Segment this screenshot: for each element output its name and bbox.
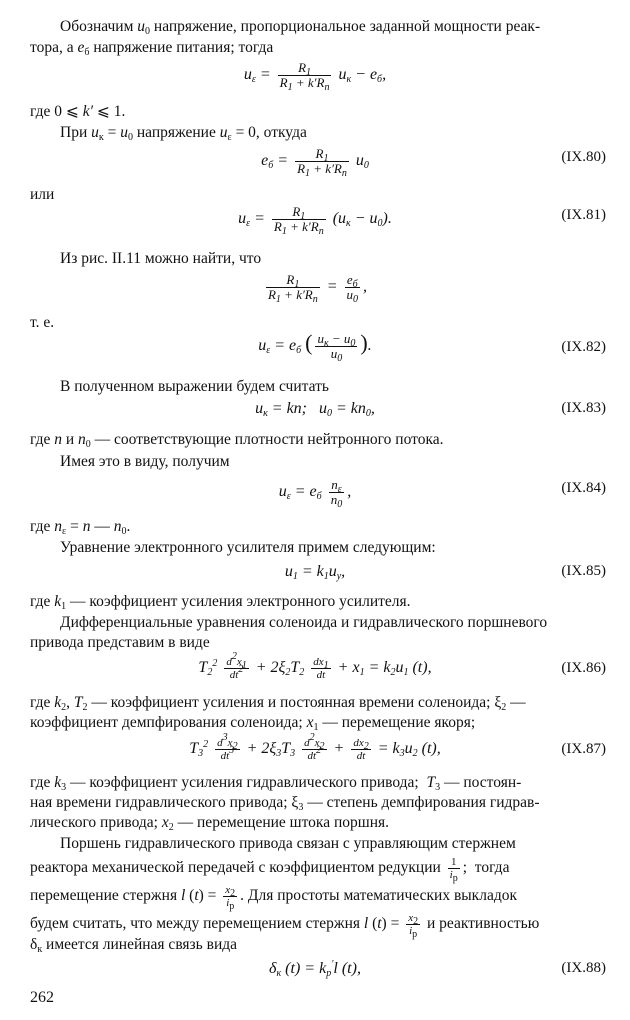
- equation-number: (IX.83): [561, 400, 606, 416]
- paragraph-line: Обозначим $u_0$ напряжение, пропорциональное заданной мощности реак-: [60, 18, 541, 37]
- paragraph-line: Поршень гидравлического привода связан с управляющим стержнем: [60, 835, 516, 852]
- equation-ratio: $\frac{R_1}{R_1 + k'R_п}$ = $\frac{e_б}{u_0}$ ,: [267, 272, 368, 305]
- paragraph-line: При $u_к = u_0$ напряжение $u_\varepsilon = 0$, откуда: [60, 124, 307, 143]
- paragraph-line: ная времени гидравлического привода; $\xi_3$ — степень демпфирования гидрав-: [30, 794, 540, 813]
- paragraph-line: где 0 ⩽ k′ ⩽ 1.: [30, 103, 126, 120]
- equation-number: (IX.80): [561, 149, 606, 165]
- paragraph-line: где $k_2$, $T_2$ — коэффициент усиления и постоянная времени соленоида; $\xi_2$ —: [30, 694, 526, 713]
- equation-ix86: $T_2^2$ $\frac{d^2x_1}{dt^2}$ + $2\xi_2T_2$ $\frac{dx_1}{dt}$ + $x_1 = k_2u_1$ (t), (IX.86): [198, 651, 606, 681]
- equation-ix84: $u_\varepsilon = e_б$ $\frac{n_\varepsilon}{n_0}$ , (IX.84): [278, 477, 606, 510]
- paragraph-line: тора, а $e_б$ напряжение питания; тогда: [30, 39, 274, 58]
- paragraph-line: где $n_\varepsilon = n$ — $n_0$.: [30, 518, 131, 537]
- equation-number: (IX.87): [561, 741, 606, 757]
- page-number: 262: [30, 989, 54, 1006]
- equation-number: (IX.84): [561, 480, 606, 496]
- equation-ix87: $T_3^2$ $\frac{d^3x_2}{dt^3}$ + $2\xi_3T_3$ $\frac{d^2x_2}{dt^2}$ + $\frac{dx_2}{dt}$ = $k_3u_2$ (t), (IX.87): [189, 732, 606, 762]
- equation-number: (IX.81): [561, 207, 606, 223]
- equation-ix81: $u_\varepsilon$ = $\frac{R_1}{R_1 + k'R_п}$ $(u_к - u_0)$. (IX.81): [238, 204, 606, 237]
- paragraph-line: будем считать, что между перемещением стержня l (t) = $\frac{x_2}{i_р}$ и реактивностью: [30, 912, 540, 940]
- fraction: $\frac{R_1}{R_1 + k'R_п}$: [279, 60, 330, 93]
- paragraph-line: лического привода; $x_2$ — перемещение штока поршня.: [30, 814, 390, 833]
- paragraph-line: где n и $n_0$ — соответствующие плотности нейтронного потока.: [30, 431, 444, 450]
- equation-number: (IX.85): [561, 563, 606, 579]
- paragraph-line: реактора механической передачей с коэффициентом редукции $\frac{1}{i_р}$ ; тогда: [30, 856, 510, 884]
- paragraph-line: привода представим в виде: [30, 634, 210, 651]
- paragraph-line: Дифференциальные уравнения соленоида и гидравлического поршневого: [60, 614, 548, 631]
- equation-ix88: $\delta_к$ $(t) = k_р'l$ (t), (IX.88): [269, 959, 606, 979]
- equation-number: (IX.86): [561, 660, 606, 676]
- paragraph-line: $\delta_к$ имеется линейная связь вида: [30, 936, 238, 955]
- equation-main: $u_\varepsilon$ = $\frac{R_1}{R_1 + k'R_п}$ $u_к - e_б$,: [243, 60, 387, 93]
- equation-number: (IX.82): [561, 339, 606, 355]
- paragraph-line: или: [30, 186, 55, 203]
- paragraph-line: Имея это в виду, получим: [60, 453, 230, 470]
- equation-number: (IX.88): [561, 960, 606, 976]
- paragraph-line: т. е.: [30, 314, 55, 331]
- equation-ix82: $u_\varepsilon = e_б$ ( $\frac{u_к - u_0}{u_0}$ ). (IX.82): [258, 330, 606, 364]
- equation-ix83: $u_к$ = kn; $u_0 = kn_0$, (IX.83): [255, 400, 606, 419]
- paragraph-line: где $k_1$ — коэффициент усиления электронного усилителя.: [30, 593, 411, 612]
- paragraph-line: коэффициент демпфирования соленоида; $x_1$ — перемещение якоря;: [30, 714, 476, 733]
- equation-ix80: $e_б$ = $\frac{R_1}{R_1 + k'R_п}$ $u_0$ (IX.80): [261, 146, 606, 179]
- equation-ix85: $u_1 = k_1u_у$, (IX.85): [284, 563, 606, 582]
- paragraph-line: где $k_3$ — коэффициент усиления гидравлического привода; $T_3$ — постоян-: [30, 774, 522, 793]
- paragraph-line: В полученном выражении будем считать: [60, 378, 329, 395]
- paragraph-line: перемещение стержня l (t) = $\frac{x_2}{i_р}$ . Для простоты математических выкладок: [30, 884, 517, 912]
- paragraph-line: Уравнение электронного усилителя примем следующим:: [60, 539, 436, 556]
- paragraph-line: Из рис. II.11 можно найти, что: [60, 250, 262, 267]
